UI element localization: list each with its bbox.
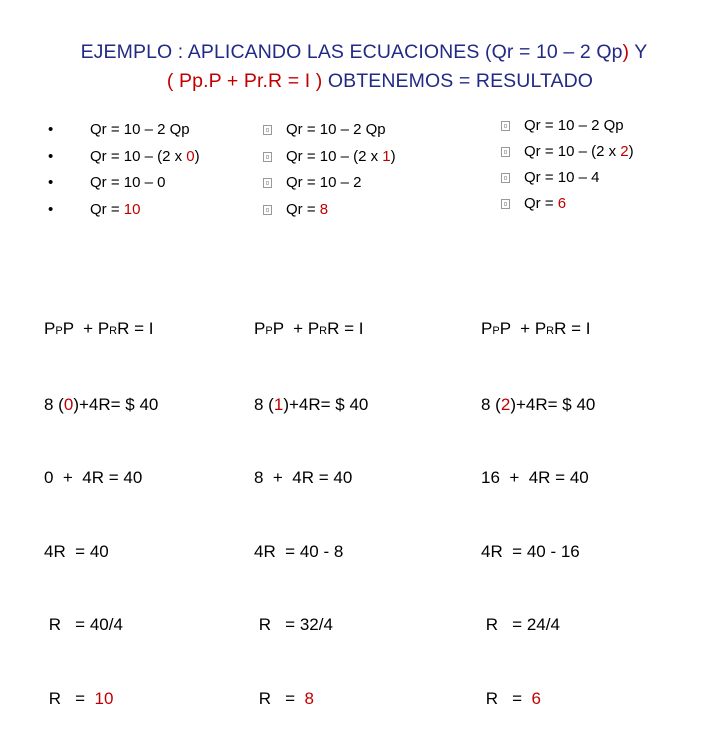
calc-header-text: P + P <box>499 319 547 338</box>
calc-value: 1 <box>273 394 284 414</box>
checkbox-icon <box>501 173 510 183</box>
equation-text: Qr = <box>90 200 124 218</box>
equation-text: Qr = 10 – (2 x <box>90 147 187 165</box>
list-item <box>501 165 634 191</box>
calc-header-sub: P <box>55 325 63 337</box>
checkbox-icon <box>501 199 510 209</box>
calc-text: 8 ( <box>254 394 274 414</box>
calc-header-sub: R <box>109 325 118 337</box>
title-paren: ) <box>622 41 630 63</box>
list-item <box>263 144 396 171</box>
equation-text: Qr = <box>524 195 558 212</box>
list-item <box>501 113 634 139</box>
calc-header <box>254 317 368 344</box>
calc-value: 6 <box>531 688 542 708</box>
equation-value: 1 <box>382 147 391 165</box>
calc-header-sub: P <box>492 325 500 337</box>
equation-value: 2 <box>620 143 629 160</box>
calc-value: 2 <box>500 394 511 414</box>
calc-text: R = <box>44 688 95 708</box>
calc-header-text: P <box>44 319 56 338</box>
calc-line: R = 40/4 <box>44 615 123 634</box>
calc-result <box>481 687 595 712</box>
equation-value: 6 <box>557 195 567 212</box>
calc-line: 4R = 40 - 16 <box>481 541 580 561</box>
calc-header-sub: R <box>319 325 328 337</box>
title-text: OBTENEMOS = RESULTADO <box>322 70 594 92</box>
equation-text: Qr = 10 – 0 <box>90 174 166 191</box>
checkbox-icon <box>263 178 272 188</box>
equation-value: 8 <box>319 200 329 218</box>
equation-text: Qr = 10 – 4 <box>524 169 600 186</box>
title-line-1 <box>0 38 720 67</box>
calc-header-text: R = I <box>554 319 591 338</box>
title-formula: ( Pp.P + Pr.R = I ) <box>166 70 323 92</box>
bullet-icon: • <box>48 174 54 191</box>
bullet-icon: • <box>48 147 54 165</box>
calc-line <box>44 393 158 418</box>
equation-text: Qr = 10 – 2 Qp <box>524 117 624 134</box>
list-item <box>48 144 200 171</box>
equation-text: ) <box>390 147 396 165</box>
equation-text: Qr = 10 – 2 Qp <box>90 121 190 138</box>
checkbox-icon <box>263 125 272 135</box>
equation-value: 0 <box>186 147 195 165</box>
equation-text: Qr = 10 – 2 Qp <box>286 121 386 138</box>
title-text: Y <box>629 41 648 63</box>
calc-header-text: R = I <box>327 319 364 338</box>
calc-result <box>254 687 368 712</box>
income-calc-3 <box>481 268 595 736</box>
list-item <box>48 170 200 197</box>
calc-text: 8 ( <box>44 394 64 414</box>
income-calc-1 <box>44 268 158 736</box>
calc-line: R = 24/4 <box>481 615 560 634</box>
bullet-icon: • <box>48 121 54 138</box>
equation-text: Qr = 10 – (2 x <box>286 147 383 165</box>
calc-value: 8 <box>304 688 315 708</box>
list-item <box>263 170 396 197</box>
list-item <box>501 139 634 165</box>
calc-text: R = <box>254 688 305 708</box>
equation-text: Qr = <box>286 200 320 218</box>
calc-header-sub: P <box>265 325 273 337</box>
equation-text: Qr = 10 – (2 x <box>524 143 621 160</box>
list-item <box>263 117 396 144</box>
qr-equation-list-2 <box>263 117 396 223</box>
checkbox-icon <box>501 147 510 157</box>
list-item <box>48 197 200 224</box>
calc-result <box>44 687 158 712</box>
calc-header <box>481 317 595 344</box>
calc-header-text: P + P <box>62 319 110 338</box>
qr-equation-list-1 <box>48 117 200 223</box>
checkbox-icon <box>501 121 510 131</box>
calc-text: R = <box>481 688 532 708</box>
calc-text: 8 ( <box>481 394 501 414</box>
calc-line: 0 + 4R = 40 <box>44 468 143 487</box>
calc-line: 16 + 4R = 40 <box>481 468 589 487</box>
calc-text: )+4R= $ 40 <box>283 394 369 414</box>
checkbox-icon <box>263 205 272 215</box>
checkbox-icon <box>263 152 272 162</box>
calc-header-text: P <box>481 319 493 338</box>
calc-header-text: P + P <box>272 319 320 338</box>
calc-line <box>254 393 368 418</box>
list-item <box>263 197 396 224</box>
slide-title <box>0 38 720 96</box>
calc-header <box>44 317 158 344</box>
calc-header-text: P <box>254 319 266 338</box>
equation-text: ) <box>194 147 200 165</box>
calc-line: 8 + 4R = 40 <box>254 468 353 487</box>
calc-header-sub: R <box>546 325 555 337</box>
qr-equation-list-3 <box>501 113 634 217</box>
calc-line: 4R = 40 <box>44 541 109 561</box>
list-item <box>501 191 634 217</box>
calc-text: )+4R= $ 40 <box>510 394 596 414</box>
title-text: EJEMPLO : APLICANDO LAS ECUACIONES (Qr = 10 – 2 Qp <box>80 41 623 63</box>
equation-text: Qr = 10 – 2 <box>286 174 362 191</box>
calc-value: 0 <box>63 394 74 414</box>
calc-line: R = 32/4 <box>254 615 333 634</box>
equation-text: ) <box>628 143 634 160</box>
bullet-icon: • <box>48 200 54 218</box>
equation-value: 10 <box>123 200 141 218</box>
income-calc-2 <box>254 268 368 736</box>
list-item <box>48 117 200 144</box>
calc-text: )+4R= $ 40 <box>73 394 159 414</box>
calc-value: 10 <box>94 688 114 708</box>
title-line-2 <box>0 67 720 96</box>
calc-header-text: R = I <box>117 319 154 338</box>
calc-line <box>481 393 595 418</box>
calc-line: 4R = 40 - 8 <box>254 541 344 561</box>
